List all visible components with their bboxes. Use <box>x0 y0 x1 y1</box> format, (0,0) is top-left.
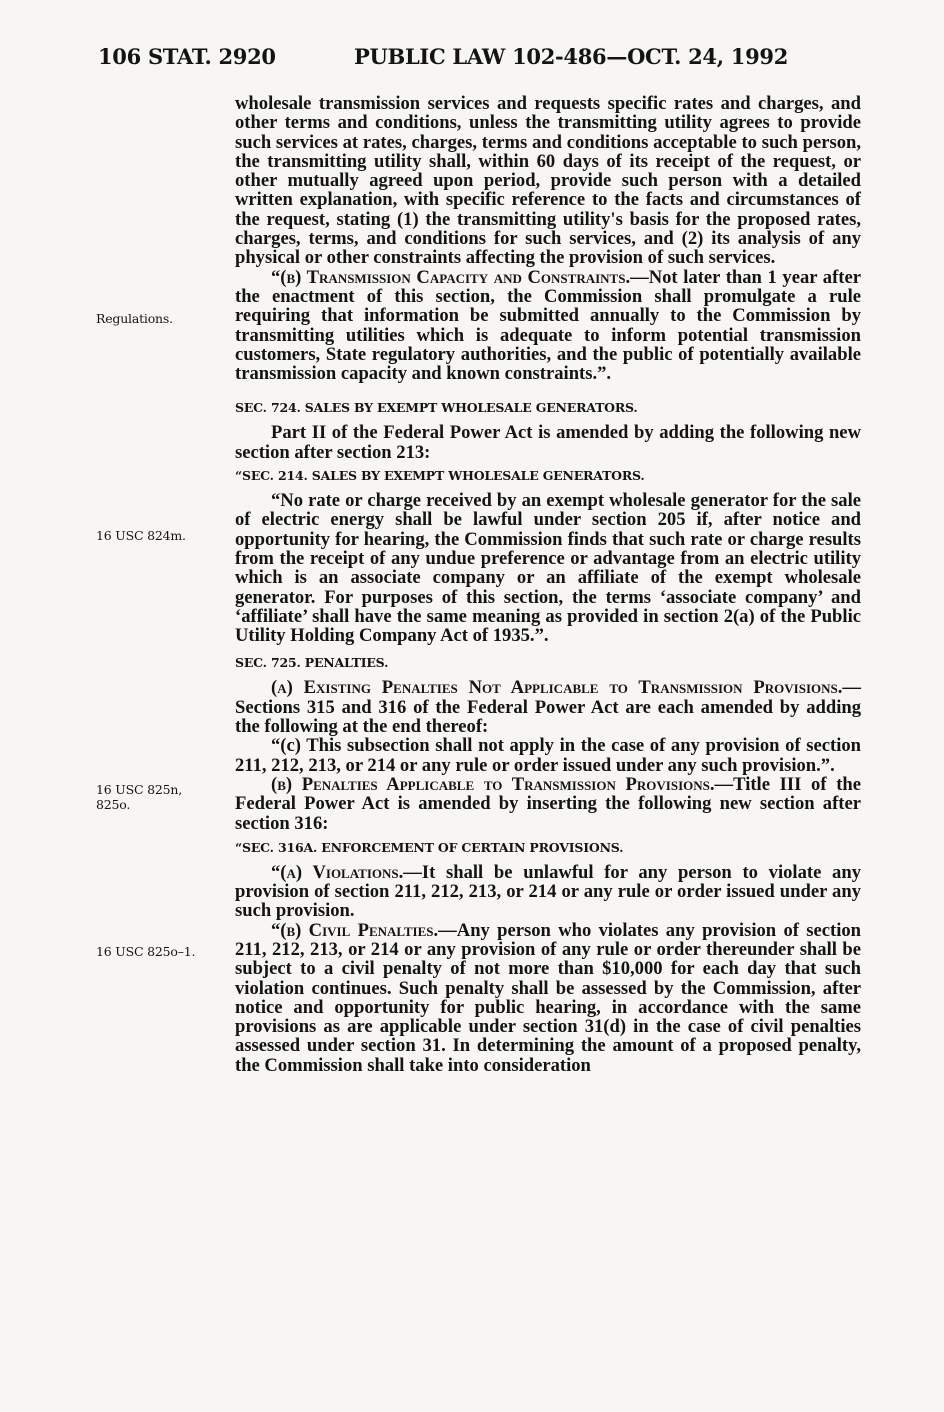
paragraph-316a-civil-penalties <box>235 921 861 1075</box>
heading-civil-penalties: “(b) Civil Penalties. <box>271 919 439 941</box>
text-violations: —It shall be unlawful for any person to violate any provision of section 211, 212, 213, or 214 or any rule or order issued under any such provision. <box>235 861 861 922</box>
stat-reference: 106 STAT. 2920 <box>98 44 276 69</box>
running-head <box>98 44 858 76</box>
margin-note-usc-825n-line1: 16 USC 825n, <box>96 782 182 797</box>
law-reference: PUBLIC LAW 102-486—OCT. 24, 1992 <box>354 44 789 69</box>
paragraph-transmission-capacity <box>235 268 861 384</box>
margin-note-regulations: Regulations. <box>96 311 173 326</box>
paragraph-725b <box>235 775 861 833</box>
heading-725a: (a) Existing Penalties Not Applicable to Transmission Provisions. <box>271 677 843 699</box>
heading-transmission-capacity: “(b) Transmission Capacity and Constraints. <box>271 266 631 288</box>
section-214-heading: “SEC. 214. SALES BY EXEMPT WHOLESALE GENERATORS. <box>235 468 645 484</box>
margin-note-usc-824m: 16 USC 824m. <box>96 528 186 543</box>
continuation-paragraph: wholesale transmission services and requests specific rates and charges, and other terms and conditions, unless the transmitting utility agrees to provide such services at rates, charges, terms and conditions acceptable to such person, the transmitting utility shall, within 60 days of its receipt of the request, or other mutually agreed upon period, provide such person with a detailed written explanation, with specific reference to the facts and circumstances of the request, stating (1) the transmitting utility's basis for the proposed rates, charges, terms, and conditions for such services, and (2) its analysis of any physical or other constraints affecting the provision of such services. <box>235 93 861 269</box>
paragraph-316a-violations <box>235 863 861 921</box>
heading-725b: (b) Penalties Applicable to Transmission Provisions. <box>271 773 715 795</box>
paragraph-725a <box>235 678 861 736</box>
text-725b: —Title III of the Federal Power Act is amended by inserting the following new section after section 316: <box>235 773 862 834</box>
body-text <box>235 94 861 1075</box>
section-316a-heading: “SEC. 316A. ENFORCEMENT OF CERTAIN PROVISIONS. <box>235 839 624 855</box>
section-724-heading: SEC. 724. SALES BY EXEMPT WHOLESALE GENERATORS. <box>235 400 638 416</box>
section-214-text: “No rate or charge received by an exempt wholesale generator for the sale of electric energy shall be lawful under section 205 if, after notice and opportunity for hearing, the Commission finds that such rate or charge results from the receipt of any undue preference or advantage from an electric utility which is an associate company or an affiliate of the exempt wholesale generator. For purposes of this section, the terms ‘associate company’ and ‘affiliate’ shall have the same meaning as provided in section 2(a) of the Public Utility Holding Company Act of 1935.”. <box>235 490 861 647</box>
section-725-heading: SEC. 725. PENALTIES. <box>235 655 389 671</box>
margin-note-usc-825n <box>96 782 182 812</box>
text-civil-penalties: —Any person who violates any provision of section 211, 212, 213, or 214 or any provision of any rule or order thereunder shall be subject to a civil penalty of not more than $10,000 for each day that such violation continues. Such penalty shall be assessed by the Commission, after notice and opportunity for public hearing, in accordance with the same provisions as are applicable under section 31(d) in the case of civil penalties assessed under section 31. In determining the amount of a proposed penalty, the Commission shall take into consideration <box>235 919 861 1076</box>
paragraph-725c: “(c) This subsection shall not apply in the case of any provision of section 211, 212, 213, or 214 or any rule or order issued under any such provision.”. <box>235 735 861 776</box>
heading-violations: “(a) Violations. <box>271 861 404 883</box>
text-725a: —Sections 315 and 316 of the Federal Power Act are each amended by adding the following at the end thereof: <box>235 677 861 738</box>
section-724-text: Part II of the Federal Power Act is amended by adding the following new section after section 213: <box>235 422 861 463</box>
margin-note-usc-825n-line2: 825o. <box>96 797 131 812</box>
text-transmission-capacity: —Not later than 1 year after the enactment of this section, the Commission shall promulgate a rule requiring that information be submitted annually to the Commission by transmitting utilities which is adequate to inform potential transmission customers, State regulatory authorities, and the public of potentially available transmission capacity and known constraints.”. <box>235 266 861 385</box>
margin-note-usc-825o-1: 16 USC 825o–1. <box>96 944 196 959</box>
